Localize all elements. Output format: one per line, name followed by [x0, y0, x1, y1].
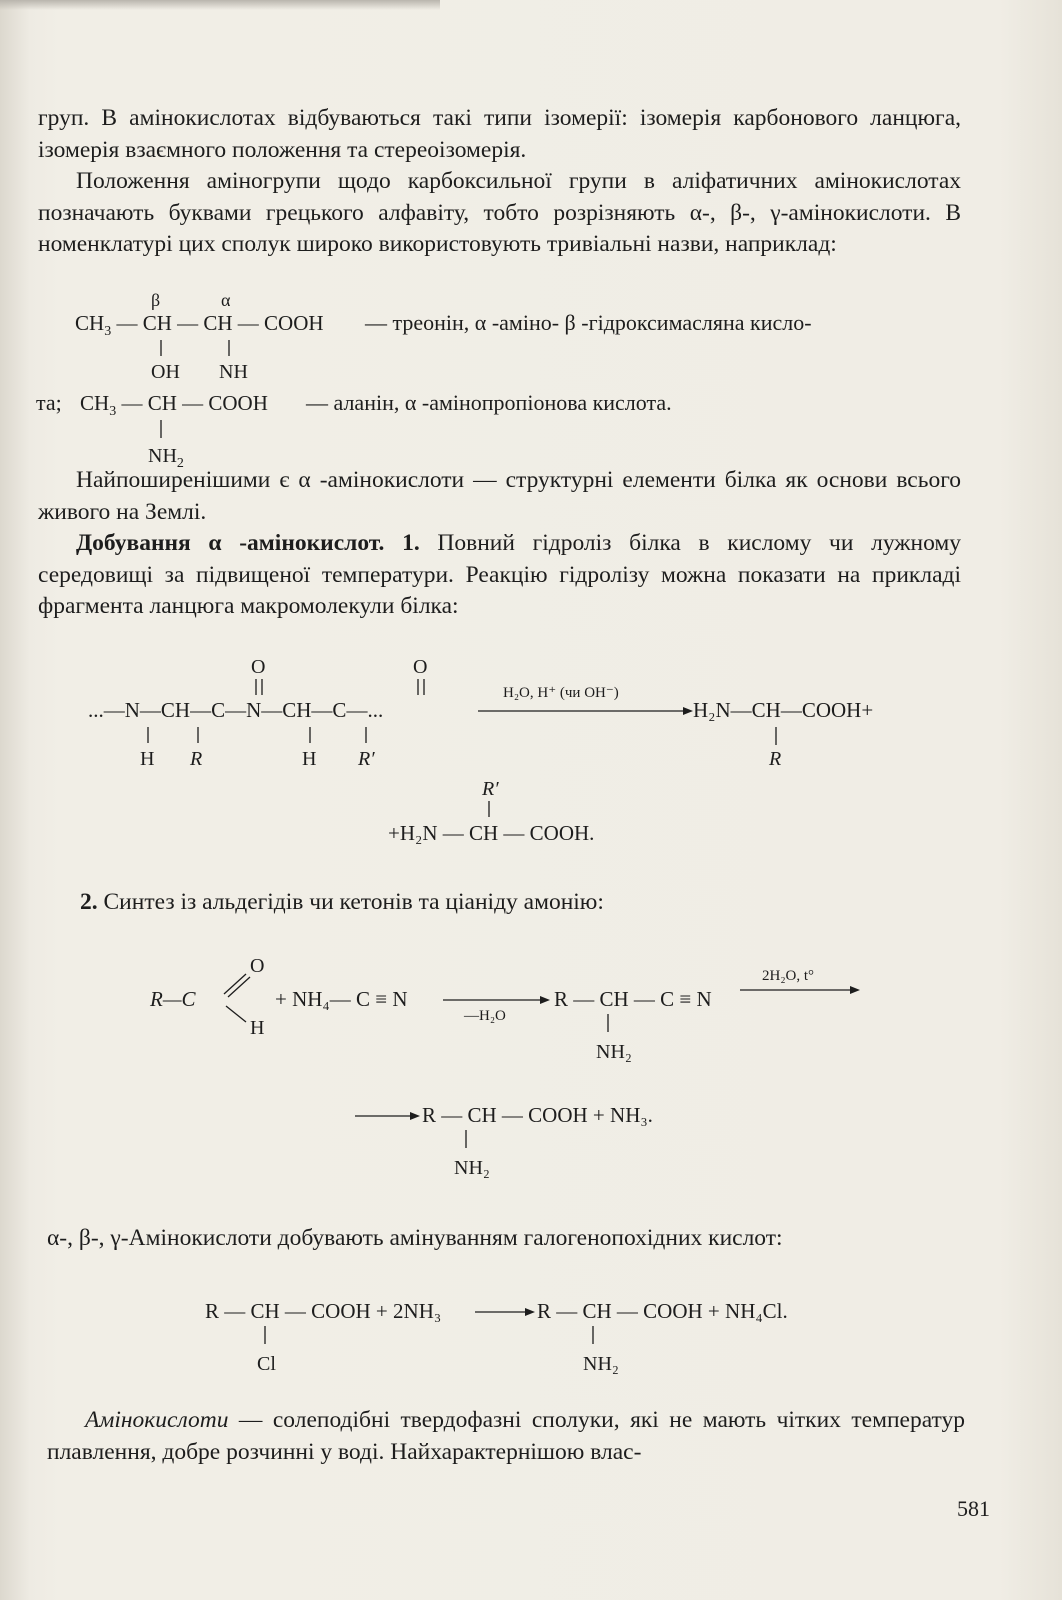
amide-h-2: H [302, 748, 317, 770]
arrow-2-label: 2H₂O, t° [762, 968, 815, 984]
ch3-group: $CH_3$ — CH — CH — COOH [75, 311, 324, 339]
carbonyl-o-2: O [413, 656, 428, 678]
preparation-heading: Добування α -амінокислот. 1. [76, 530, 420, 556]
hydrolysis-conditions: H₂O, H⁺ (чи OH⁻) [503, 685, 619, 701]
paragraph-most-common: Найпоширенішими є α -амінокислоти — структурні елементи білка як основи всього живого на Землі. [38, 467, 961, 525]
scan-shadow [0, 0, 440, 10]
amination-product-nh2: NH₂ [583, 1353, 619, 1375]
product-2-r-prime: R′ [482, 778, 499, 800]
arrow-1-label: —H₂O [464, 1008, 506, 1024]
page-number: 581 [957, 1496, 990, 1521]
alanine-structure [36, 382, 936, 472]
alanine-description: — аланін, α -амінопропіонова кислота. [306, 390, 672, 415]
halogen-acid: R — CH — COOH + 2NH₃ [205, 1299, 442, 1323]
hydrolysis-structure [88, 655, 938, 855]
strecker-structure [150, 950, 910, 1185]
carbonyl-o-1: O [251, 656, 266, 678]
preparation-text: Повний гідроліз білка в кислому чи лужному середовищі за підвищеної температури. Реакцію гідролізу можна показати на прикладі фрагмента ланцюга макромолекули білка: [38, 530, 962, 619]
paragraph-isomerism: груп. В амінокислотах відбуваються такі типи ізомерії: ізомерія карбонового ланцюга, ізомерія взаємного положення та стереоізомерія. [38, 105, 961, 163]
oh-group: OH [151, 361, 180, 383]
ammonium-cyanide: + NH₄— C ≡ N [275, 987, 408, 1011]
amination-structure [205, 1290, 855, 1390]
threonine-formula [75, 286, 975, 392]
alanine-nh2: $NH_2$ [148, 445, 184, 471]
threonine-description: — треонін, α -аміно- β -гідроксимасляна кисло- [365, 310, 812, 335]
amination-product: R — CH — COOH + NH₄Cl. [537, 1299, 788, 1323]
aldehyde-h: H [250, 1017, 265, 1039]
aminonitrile-nh2: NH₂ [596, 1041, 632, 1063]
paragraph-synthesis [80, 887, 960, 919]
amination-reaction [205, 1290, 855, 1396]
product-1-r: R [769, 748, 782, 770]
nh-group: NH [219, 361, 248, 383]
paragraph-preparation [38, 528, 961, 623]
alanine-formula [36, 382, 936, 478]
hydrolysis-product-2: +H₂N — CH — COOH. [388, 821, 595, 845]
hydrolysis-product-1: H₂N—CH—COOH+ [693, 698, 874, 722]
properties-term: Амінокислоти [85, 1407, 229, 1433]
paragraph-amino-position: Положення аміногрупи щодо карбоксильної групи в аліфатичних амінокислотах позначають буквами грецького алфавіту, тобто розрізняють α-, β-, γ-амінокислоти. В номенклатурі цих сполук широко використовують тривіальні назви, наприклад: [38, 168, 961, 257]
halogen-cl: Cl [257, 1353, 276, 1375]
paragraph-amination: α-, β-, γ-Амінокислоти добувають амінуванням галогенопохідних кислот: [47, 1225, 783, 1251]
amide-h-1: H [140, 748, 155, 770]
peptide-chain: ...—N—CH—C—N—CH—C—... [88, 698, 384, 722]
paragraph-properties [47, 1405, 965, 1468]
alanine-chain: $CH_3$ — CH — COOH [80, 391, 268, 419]
beta-label: β [151, 290, 161, 310]
strecker-product-nh2: NH₂ [454, 1157, 490, 1179]
properties-text: — солеподібні твердофазні сполуки, які не мають чітких температур плавлення, добре розчинні у воді. Найхарактернішою влас- [47, 1407, 965, 1465]
strecker-product: R — CH — COOH + NH₃. [422, 1103, 653, 1127]
alanine-prefix: та; [36, 390, 62, 415]
aldehyde-r: R—C [150, 987, 196, 1011]
aldehyde-o: O [250, 955, 265, 977]
side-chain-r: R [190, 748, 203, 770]
threonine-structure [75, 286, 975, 386]
hydrolysis-reaction [88, 655, 938, 861]
side-chain-r-prime: R′ [358, 748, 375, 770]
strecker-synthesis [150, 950, 910, 1191]
synthesis-number: 2. [80, 889, 98, 915]
aminonitrile: R — CH — C ≡ N [554, 987, 712, 1011]
synthesis-text: Синтез із альдегідів чи кетонів та ціаніду амонію: [97, 889, 604, 915]
alpha-label: α [221, 290, 231, 310]
